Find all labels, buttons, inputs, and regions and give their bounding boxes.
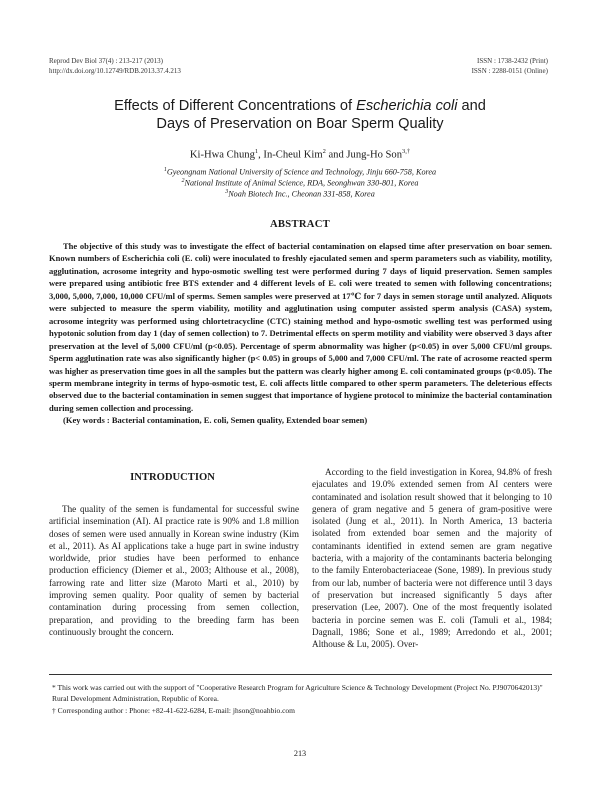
intro-left-column: [49, 503, 299, 638]
footnotes: [52, 682, 552, 716]
affiliation-2-text: National Institute of Animal Science, RDA, Seonghwan 330-801, Korea: [184, 178, 419, 188]
title-line2: Days of Preservation on Boar Sperm Quality: [156, 116, 444, 132]
journal-citation: Reprod Dev Biol 37(4) : 213-217 (2013): [49, 57, 163, 65]
page-number: 213: [293, 749, 307, 758]
abstract-body: [49, 240, 552, 427]
issn-print: ISSN : 1738-2432 (Print): [477, 57, 548, 65]
author-list: [40, 148, 560, 161]
keywords: (Key words : Bacterial contamination, E. coli, Semen quality, Extended boar semen): [63, 415, 368, 426]
intro-right-column: [312, 466, 552, 650]
affiliation-3: [40, 187, 560, 200]
article-title: [40, 97, 560, 133]
author-3: and Jung-Ho Son: [325, 149, 403, 161]
abstract-heading: ABSTRACT: [269, 219, 331, 230]
affiliation-3-sup: 3: [225, 189, 229, 195]
affiliation-1-sup: 1: [163, 167, 167, 173]
author-1: Ki-Hwa Chung: [189, 149, 255, 161]
abstract-text: The objective of this study was to investigate the effect of bacterial contamination on elapsed time after preservation on boar semen. Known numbers of Escherichia coli (E. coli) were inoculated to freshly ejaculated semen and sperm parameters such as viability, motility, agglutination, acrosome integrity and hypo-osmotic swelling test were performed during 7 days of liquid preservation. Semen samples were prepared using antibiotic free BTS extender and 4 different levels of E. coli were treated to semen with following concentrations; 3,000, 5,000, 7,000, 10,000 CFU/ml of sperms. Semen samples were preserved at 17℃ for 7 days in semen storage until analyzed. Aliquots were subjected to measure the sperm viability, motility and agglutination using computer assisted sperm analysis (CASA) system, acrosome integrity was performed using chlortetracycline (CTC) staining method and hypo-osmotic swelling test was performed using hypotonic solution from day 1 (day of semen collection) to 7. Detrimental effects on sperm motility and viability were observed 3 days after preservation at the level of 5,000 CFU/ml (p<0.05). Percentage of sperm abnormality was higher (p<0.05) in over 5,000 CFU/ml groups. Sperm agglutination rate was also significantly higher (p< 0.05) in groups of 5,000 and 7,000 CFU/ml. The rate of acrosome reacted sperm was higher as preservation time goes in all the samples but the pattern was clearly higher among E. coli contaminated groups (p<0.05). The sperm membrane integrity in terms of hypo-osmotic test, E. coli affects little compared to other sperm parameters. The deleterious effects observed due to the bacterial contamination in semen suggest that importance of hygiene protocol to minimize the bacterial contamination during semen collection and processing.: [49, 241, 552, 413]
author-3-sup: 3,†: [402, 148, 411, 155]
funding-footnote: * This work was carried out with the support of "Cooperative Research Program for Agriculture Science & Technology Development (Project No. PJ9070642013)" Rural Development Administration, Republic of Korea.: [52, 683, 543, 703]
affiliation-2-sup: 2: [181, 178, 185, 184]
intro-paragraph-2: According to the field investigation in Korea, 94.8% of fresh ejaculates and 19.0% extended semen from AI centers were contaminated and isolation result showed that it belonging to 10 genera of gram negative and 5 genera of gram-positive were isolated (Jung et al., 2011). In North America, 13 bacteria isolated from extended boar semen and the majority of contaminants identified in extend semen are gram negative bacteria, with a majority of the contaminants bacteria belonging to the family Enterobacteriaceae (Sone, 1989). In previous study from our lab, number of bacteria were not difference until 3 days of preservation but increased significantly 5 days after preservation (Lee, 2007). One of the most frequently isolated bacteria in porcine semen was E. coli (Tamuli et al., 1984; Dagnall, 1986; Sone et al., 1989; Arredondo et al., 2001; Althouse & Lu, 2005). Over-: [312, 467, 552, 650]
affiliation-3-text: Noah Biotech Inc., Cheonan 331-858, Korea: [228, 189, 375, 199]
author-2-sup: 2: [322, 148, 326, 155]
author-1-sup: 1: [254, 148, 259, 155]
affiliation-1-text: Gyeongnam National University of Science and Technology, Jinju 660-758, Korea: [166, 167, 437, 177]
title-line1-pre: Effects of Different Concentrations of: [114, 98, 357, 114]
introduction-heading: INTRODUCTION: [130, 472, 215, 483]
title-line1-italic: Escherichia coli: [356, 98, 458, 114]
footnote-divider: [49, 674, 552, 675]
doi-link[interactable]: http://dx.doi.org/10.12749/RDB.2013.37.4.213: [49, 67, 181, 75]
issn-online: ISSN : 2288-0151 (Online): [471, 67, 548, 75]
title-line1-post: and: [457, 98, 486, 114]
intro-paragraph-1: The quality of the semen is fundamental for successful swine artificial insemination (AI). AI practice rate is 90% and 1.8 million doses of semen were used annually in Korean swine industry (Kim et al., 2011). As AI applications take a huge part in swine industry worldwide, prior studies have been performed to enhance production efficiency (Diemer et al., 2003; Althouse et al., 2008), farrowing rate and litter size (Maroto Marti et al., 2010) by improving semen quality. Poor quality of semen by bacterial contamination during processing from semen collection, preparation, and providing to the breeding farm has been continuously brought the concern.: [49, 504, 299, 637]
corresponding-author-footnote: † Corresponding author : Phone: +82-41-622-6284, E-mail: jhson@noahbio.com: [52, 706, 295, 715]
author-2: , In-Cheul Kim: [258, 149, 323, 161]
